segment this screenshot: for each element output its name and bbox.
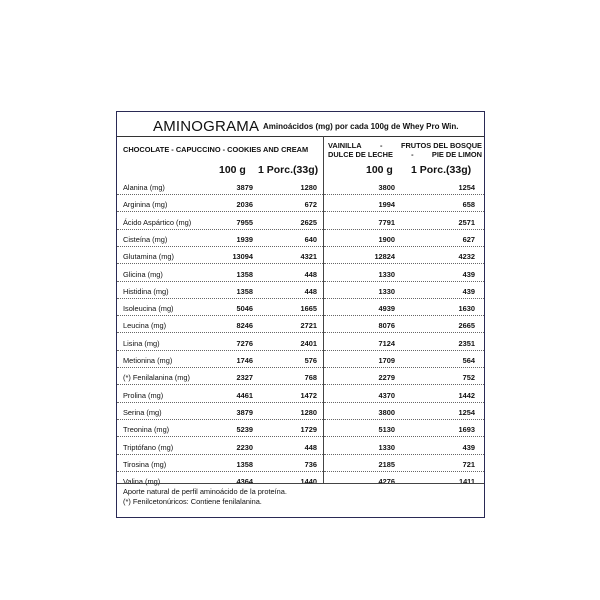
flavor-separator: - bbox=[411, 150, 414, 159]
value-100g-left: 8246 bbox=[236, 321, 253, 331]
table-row bbox=[117, 230, 484, 247]
value-100g-right: 7791 bbox=[378, 217, 395, 227]
amino-acid-name: Metionina (mg) bbox=[123, 356, 173, 365]
table-row bbox=[117, 420, 484, 437]
value-100g-left: 2230 bbox=[236, 442, 253, 452]
footnote-natural: Aporte natural de perfil aminoácido de la proteína. bbox=[123, 487, 287, 496]
footnote-phenylketonuric: (*) Fenilcetonúricos: Contiene fenilalanina. bbox=[123, 497, 262, 506]
value-100g-right: 1330 bbox=[378, 442, 395, 452]
value-100g-right: 1900 bbox=[378, 234, 395, 244]
value-portion-left: 736 bbox=[304, 459, 317, 469]
value-portion-right: 1630 bbox=[458, 304, 475, 314]
value-portion-left: 768 bbox=[304, 373, 317, 383]
value-100g-left: 2327 bbox=[236, 373, 253, 383]
value-portion-right: 1254 bbox=[458, 407, 475, 417]
value-portion-right: 1693 bbox=[458, 425, 475, 435]
amino-acid-name: Tirosina (mg) bbox=[123, 459, 167, 469]
col-header-100g-right: 100 g bbox=[366, 164, 393, 176]
value-100g-left: 1358 bbox=[236, 459, 253, 469]
table-row bbox=[117, 178, 484, 195]
table-row bbox=[117, 265, 484, 282]
value-100g-right: 3800 bbox=[378, 407, 395, 417]
value-portion-right: 1254 bbox=[458, 183, 475, 192]
table-row bbox=[117, 247, 484, 264]
table-row bbox=[117, 213, 484, 230]
flavor-pie-de-limon: PIE DE LIMON bbox=[431, 150, 482, 159]
amino-acid-name: Lisina (mg) bbox=[123, 338, 160, 348]
value-100g-left: 4461 bbox=[236, 390, 253, 400]
value-portion-left: 1280 bbox=[300, 183, 317, 192]
amino-acid-name: Serina (mg) bbox=[123, 407, 162, 417]
value-portion-left: 1280 bbox=[300, 407, 317, 417]
table-row bbox=[117, 351, 484, 368]
value-portion-left: 672 bbox=[304, 200, 317, 210]
amino-acid-name: Histidina (mg) bbox=[123, 286, 169, 296]
value-portion-left: 1729 bbox=[300, 425, 317, 435]
value-100g-right: 4370 bbox=[378, 390, 395, 400]
value-100g-left: 7276 bbox=[236, 338, 253, 348]
value-100g-left: 7955 bbox=[236, 217, 253, 227]
col-header-100g-left: 100 g bbox=[219, 164, 246, 176]
value-portion-left: 640 bbox=[304, 234, 317, 244]
amino-acid-name: (*) Fenilalanina (mg) bbox=[123, 373, 190, 383]
amino-acid-name: Glutamina (mg) bbox=[123, 252, 174, 262]
table-subtitle: Aminoácidos (mg) por cada 100g de Whey Pro Win. bbox=[263, 122, 459, 131]
flavor-frutos-del-bosque: FRUTOS DEL BOSQUE bbox=[400, 141, 482, 150]
value-100g-left: 1358 bbox=[236, 269, 253, 279]
amino-acid-name: Leucina (mg) bbox=[123, 321, 167, 331]
value-portion-left: 2625 bbox=[300, 217, 317, 227]
amino-acid-name: Arginina (mg) bbox=[123, 200, 168, 210]
value-100g-right: 1330 bbox=[378, 269, 395, 279]
value-100g-right: 1994 bbox=[378, 200, 395, 210]
table-row bbox=[117, 334, 484, 351]
amino-acid-name: Alanina (mg) bbox=[123, 183, 165, 192]
value-100g-right: 3800 bbox=[378, 183, 395, 192]
amino-acid-name: Ácido Aspártico (mg) bbox=[123, 217, 192, 227]
amino-acid-name: Valina (mg) bbox=[123, 477, 161, 487]
value-100g-left: 3879 bbox=[236, 183, 253, 192]
table-row bbox=[117, 316, 484, 333]
table-row bbox=[117, 438, 484, 455]
value-portion-left: 1472 bbox=[300, 390, 317, 400]
value-portion-right: 439 bbox=[462, 269, 475, 279]
value-portion-right: 564 bbox=[462, 356, 475, 365]
value-100g-right: 2279 bbox=[378, 373, 395, 383]
value-100g-left: 5239 bbox=[236, 425, 253, 435]
value-portion-left: 4321 bbox=[300, 252, 317, 262]
amino-acid-name: Glicina (mg) bbox=[123, 269, 163, 279]
table-row bbox=[117, 299, 484, 316]
amino-acid-name: Prolina (mg) bbox=[123, 390, 164, 400]
value-100g-right: 8076 bbox=[378, 321, 395, 331]
value-100g-left: 4364 bbox=[236, 477, 253, 487]
table-row bbox=[117, 455, 484, 472]
value-portion-right: 1411 bbox=[458, 477, 475, 487]
value-100g-left: 3879 bbox=[236, 407, 253, 417]
value-100g-left: 1746 bbox=[236, 356, 253, 365]
table-row bbox=[117, 195, 484, 212]
value-portion-left: 2401 bbox=[300, 338, 317, 348]
value-100g-right: 12824 bbox=[374, 252, 395, 262]
value-portion-left: 1665 bbox=[300, 304, 317, 314]
value-portion-right: 439 bbox=[462, 442, 475, 452]
value-100g-left: 1358 bbox=[236, 286, 253, 296]
value-portion-right: 658 bbox=[462, 200, 475, 210]
table-row bbox=[117, 386, 484, 403]
value-100g-right: 1330 bbox=[378, 286, 395, 296]
table-row bbox=[117, 282, 484, 299]
value-100g-left: 13094 bbox=[232, 252, 253, 262]
value-portion-right: 2351 bbox=[458, 338, 475, 348]
value-portion-right: 752 bbox=[462, 373, 475, 383]
flavor-vainilla: VAINILLA bbox=[328, 141, 362, 150]
col-header-portion-left: 1 Porc.(33g) bbox=[258, 164, 319, 176]
value-portion-right: 721 bbox=[462, 459, 475, 469]
value-portion-left: 448 bbox=[304, 269, 317, 279]
title-row bbox=[117, 112, 484, 138]
value-portion-right: 627 bbox=[462, 234, 475, 244]
value-portion-left: 448 bbox=[304, 442, 317, 452]
amino-acid-name: Triptófano (mg) bbox=[123, 442, 174, 452]
value-portion-left: 448 bbox=[304, 286, 317, 296]
amino-acid-name: Isoleucina (mg) bbox=[123, 304, 174, 314]
value-100g-right: 4276 bbox=[378, 477, 395, 487]
value-portion-right: 4232 bbox=[458, 252, 475, 262]
value-100g-right: 4939 bbox=[378, 304, 395, 314]
value-portion-left: 1440 bbox=[300, 477, 317, 487]
value-100g-left: 5046 bbox=[236, 304, 253, 314]
value-100g-right: 7124 bbox=[378, 338, 395, 348]
table-row bbox=[117, 403, 484, 420]
value-100g-right: 2185 bbox=[378, 459, 395, 469]
amino-acid-name: Cisteína (mg) bbox=[123, 234, 168, 244]
flavor-dulce-de-leche: DULCE DE LECHE bbox=[328, 150, 393, 159]
value-100g-right: 1709 bbox=[378, 356, 395, 365]
value-portion-left: 2721 bbox=[300, 321, 317, 331]
value-portion-right: 2665 bbox=[458, 321, 475, 331]
footnotes bbox=[117, 483, 484, 506]
value-portion-right: 1442 bbox=[458, 390, 475, 400]
left-flavor-group: CHOCOLATE - CAPUCCINO - COOKIES AND CREAM bbox=[123, 145, 309, 154]
table-row bbox=[117, 368, 484, 385]
right-flavor-group bbox=[328, 141, 482, 159]
value-100g-left: 2036 bbox=[236, 200, 253, 210]
value-portion-right: 439 bbox=[462, 286, 475, 296]
value-100g-left: 1939 bbox=[236, 234, 253, 244]
flavor-separator: - bbox=[380, 141, 383, 150]
aminogram-table bbox=[116, 111, 485, 518]
table-title: AMINOGRAMA bbox=[153, 118, 260, 135]
amino-acid-name: Treonina (mg) bbox=[123, 425, 170, 435]
value-portion-left: 576 bbox=[304, 356, 317, 365]
title-divider bbox=[117, 136, 484, 137]
value-100g-right: 5130 bbox=[378, 425, 395, 435]
col-header-portion-right: 1 Porc.(33g) bbox=[411, 164, 472, 176]
value-portion-right: 2571 bbox=[458, 217, 475, 227]
